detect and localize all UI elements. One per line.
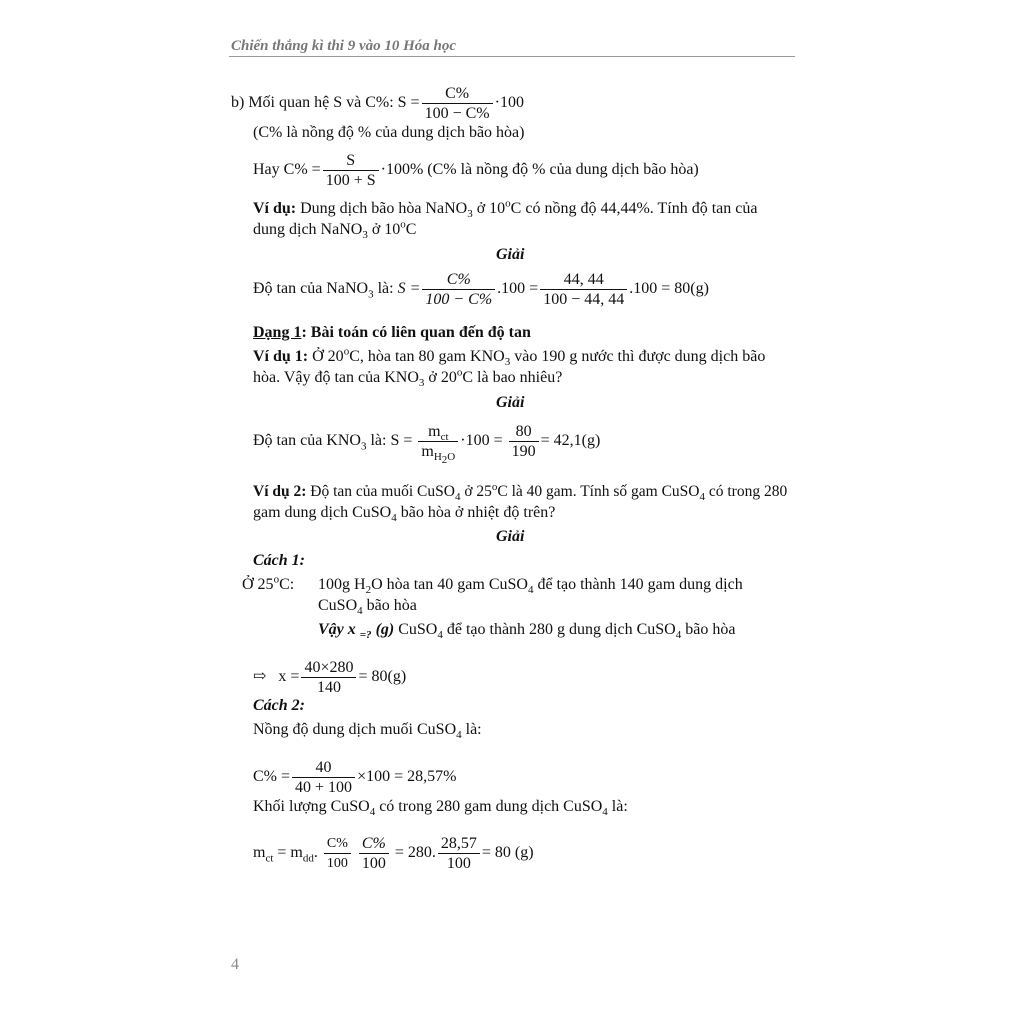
text: bão hòa: [362, 597, 417, 614]
subscript: 4: [602, 806, 608, 819]
text: Độ tan của NaNO: [253, 280, 369, 298]
subscript: ct: [440, 431, 449, 444]
formula-lhs: S =: [390, 432, 413, 450]
text: C là 40 gam. Tính số gam CuSO: [497, 483, 700, 500]
cach1-x-formula: [253, 658, 406, 697]
frac-num: C%: [422, 270, 495, 290]
subscript: 4: [437, 629, 443, 642]
text: H: [433, 451, 442, 464]
text: bão hòa ở nhiệt độ trên?: [396, 504, 556, 521]
superscript: o: [400, 218, 406, 231]
frac-num: C%: [422, 84, 493, 104]
section-heading-dang1: [253, 323, 531, 343]
text: gam dung dịch CuSO: [253, 504, 392, 521]
formula-result: = 80(g): [358, 668, 407, 686]
text: = m: [273, 844, 303, 862]
frac-num: 28,57: [438, 834, 480, 854]
hay-note: (C% là nồng độ % của dung dịch bão hòa): [427, 161, 699, 179]
cach2-mass-formula: [253, 834, 534, 873]
subscript: [433, 451, 456, 467]
formula-mid: = 280.: [394, 844, 436, 862]
subscript: 3: [467, 208, 473, 221]
formula-result: = 80 (g): [481, 844, 534, 862]
frac-den: 100: [446, 855, 471, 872]
formula-result: = 42,1(g): [540, 432, 601, 450]
formula-tail: ·100%: [380, 161, 424, 179]
cach2-line2: [253, 797, 628, 817]
subscript: 3: [362, 229, 368, 242]
frac-num: [418, 422, 458, 442]
formula-result: ×100 = 28,57%: [357, 768, 457, 786]
subscript: dd: [302, 852, 314, 865]
vidu2-line2: [253, 503, 555, 523]
fraction-s-over-100-s: [323, 151, 379, 190]
text: O: [447, 451, 456, 464]
text: là:: [373, 280, 394, 298]
text: Nồng độ dung dịch muối CuSO: [253, 721, 457, 738]
text: có trong 280: [704, 483, 788, 500]
page-number: 4: [231, 956, 239, 973]
vidu1-solution: [253, 422, 601, 467]
text: C:: [279, 576, 295, 593]
part-b-note: (C% là nồng độ % của dung dịch bão hòa): [253, 124, 525, 141]
formula-lhs: C% =: [253, 768, 291, 786]
section-title: : Bài toán có liên quan đến độ tan: [301, 324, 531, 341]
fraction-28-57-over-100: [438, 834, 480, 873]
text: CuSO: [318, 597, 358, 614]
frac-num: C%: [359, 834, 389, 854]
solution-heading: Giải: [496, 528, 525, 545]
method-2-label: Cách 2:: [253, 697, 305, 714]
frac-den: 100: [361, 855, 386, 872]
subscript: 4: [699, 491, 705, 504]
text: bão hòa: [681, 621, 736, 638]
subscript: 4: [357, 605, 363, 618]
formula-mid: .100 =: [497, 280, 539, 298]
text: Ở 20: [308, 348, 344, 365]
header-rule: [229, 56, 795, 57]
subscript: ct: [265, 852, 274, 865]
frac-num: 44, 44: [540, 270, 627, 290]
frac-num: 40×280: [301, 658, 356, 678]
frac-num: S: [323, 151, 379, 171]
text: m: [428, 423, 441, 440]
text: có trong 280 gam dung dịch CuSO: [375, 798, 603, 815]
text: C: [405, 221, 417, 238]
frac-den: 190: [511, 443, 536, 460]
fraction-c-over-100: [324, 834, 351, 873]
text: ở 10: [367, 221, 401, 238]
formula-mid: ·100 =: [460, 432, 503, 450]
text: hòa. Vậy độ tan của KNO: [253, 369, 419, 386]
fraction-c-over-100-c: [422, 84, 493, 123]
fraction-c-over-100-italic: [359, 834, 389, 873]
frac-den: [418, 442, 458, 467]
frac-num: C%: [324, 834, 351, 854]
text: C, hòa tan 80 gam KNO: [349, 348, 505, 365]
formula-lhs: S =: [397, 94, 420, 112]
subscript: 2: [441, 454, 448, 467]
text: ở 10: [472, 200, 506, 217]
subscript: 4: [454, 491, 461, 504]
subscript: 4: [369, 806, 376, 819]
frac-num: 80: [509, 422, 539, 442]
vidu0-solution: [253, 270, 709, 309]
cach1-row3: [318, 620, 735, 640]
hay-prefix: Hay: [253, 161, 280, 179]
subscript: =?: [359, 629, 372, 642]
text: để tạo thành 280 g dung dịch CuSO: [442, 621, 676, 638]
subscript: 4: [391, 512, 397, 525]
superscript: o: [456, 366, 463, 379]
frac-den: 100 − C%: [425, 291, 493, 308]
formula-lhs: S =: [397, 280, 421, 298]
superscript: o: [491, 480, 498, 493]
subscript: 4: [527, 584, 534, 597]
frac-num: 40: [292, 758, 355, 778]
text: (g): [371, 621, 395, 638]
example-label: Ví dụ 1:: [253, 348, 309, 365]
formula-result: .100 = 80(g): [629, 280, 709, 298]
frac-den: 100: [326, 856, 348, 871]
vidu2-line1: [253, 482, 787, 502]
example-label: Ví dụ 2:: [253, 483, 307, 500]
cach1-row2: [318, 596, 417, 616]
text: Khối lượng CuSO: [253, 798, 370, 815]
subscript: 3: [418, 377, 425, 390]
text: Dung dịch bão hòa NaNO: [300, 200, 468, 217]
text: .: [313, 844, 318, 862]
text: Độ tan của muối CuSO: [306, 483, 455, 500]
text: Độ tan của KNO: [253, 432, 361, 450]
text: C là bao nhiêu?: [462, 369, 563, 386]
section-label: Dạng 1: [253, 324, 302, 341]
text: để tạo thành 140 gam dung dịch: [533, 576, 743, 593]
text: là:: [366, 432, 387, 450]
formula-lhs: x =: [278, 668, 300, 686]
text: ở 20: [424, 369, 457, 386]
frac-den: 100 + S: [325, 172, 376, 189]
formula-tail: ·100: [494, 94, 524, 112]
example-label: Ví dụ:: [253, 200, 297, 217]
text: O hòa tan 40 gam CuSO: [371, 576, 528, 593]
cach2-line1: [253, 720, 482, 740]
vidu1-line1: [253, 347, 765, 367]
vidu0-line1: [253, 199, 757, 219]
text: dung dịch NaNO: [253, 221, 363, 238]
part-b-label: b): [231, 94, 245, 112]
arrow-icon: ⇨: [253, 668, 267, 686]
temp-label: [242, 575, 294, 595]
part-b-formula-line: [231, 84, 524, 123]
text: m: [253, 844, 266, 862]
frac-den: 40 + 100: [295, 779, 353, 796]
fraction-c-over-100-c: [422, 270, 495, 309]
text: 100g H: [318, 576, 366, 593]
fraction-40x280-over-140: [301, 658, 356, 697]
running-header: Chiến thắng kì thi 9 vào 10 Hóa học: [231, 38, 457, 54]
text: m: [421, 443, 434, 460]
part-b-intro: Mối quan hệ S và C%:: [248, 94, 394, 112]
fraction-80-over-190: [509, 422, 539, 461]
fraction-mct-over-mh2o: [418, 422, 458, 467]
hay-formula-line: [253, 151, 699, 190]
superscript: o: [505, 197, 511, 210]
text: CuSO: [394, 621, 438, 638]
method-1-label: Cách 1:: [253, 552, 305, 569]
text: là:: [607, 798, 628, 815]
vidu0-line2: [253, 220, 416, 240]
subscript: 3: [504, 356, 511, 369]
superscript: o: [343, 345, 350, 358]
cach1-row1: [318, 575, 743, 595]
subscript: 2: [365, 584, 372, 597]
text: C có nồng độ 44,44%. Tính độ tan của: [510, 200, 758, 217]
cach2-c-formula: [253, 758, 456, 797]
vidu1-line2: [253, 368, 562, 388]
frac-den: 100 − 44, 44: [543, 291, 625, 308]
frac-den: 140: [316, 679, 341, 696]
fraction-40-over-140: [292, 758, 355, 797]
superscript: o: [273, 573, 280, 586]
frac-den: 100 − C%: [424, 105, 490, 122]
solution-heading: Giải: [496, 246, 525, 263]
fraction-44-44: [540, 270, 627, 309]
text: ở 25: [460, 483, 492, 500]
formula-lhs: C% =: [283, 161, 321, 179]
text: là:: [461, 721, 482, 738]
subscript: 3: [360, 440, 367, 453]
text: Ở 25: [242, 576, 274, 593]
subscript: 4: [675, 629, 682, 642]
solution-heading: Giải: [496, 394, 525, 411]
text: Vậy x: [318, 621, 360, 638]
subscript: 4: [456, 729, 462, 742]
subscript: 3: [368, 288, 374, 301]
text: vào 190 g nước thì được dung dịch bão: [510, 348, 766, 365]
